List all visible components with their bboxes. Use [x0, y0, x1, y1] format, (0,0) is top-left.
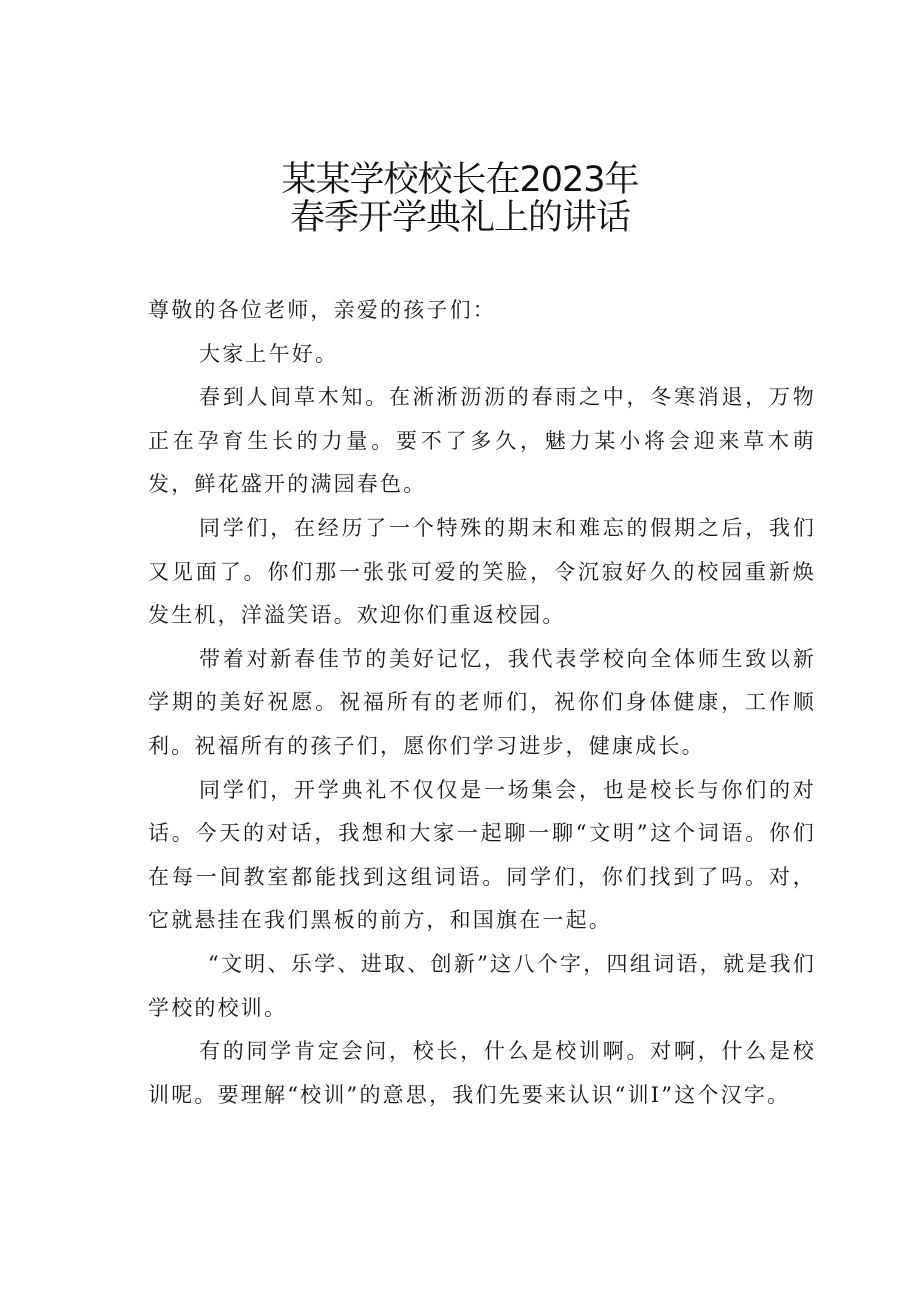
paragraph-welcome: 同学们，在经历了一个特殊的期末和难忘的假期之后，我们又见面了。你们那一张张可爱的笑脸，令沉寂好久的校园重新焕发生机，洋溢笑语。欢迎你们重返校园。 [148, 515, 816, 628]
paragraph-wishes: 带着对新春佳节的美好记忆，我代表学校向全体师生致以新学期的美好祝愿。祝福所有的老师们，祝你们身体健康，工作顺利。祝福所有的孩子们，愿你们学习进步，健康成长。 [148, 646, 816, 758]
paragraph-civilization: 同学们，开学典礼不仅仅是一场集会，也是校长与你们的对话。今天的对话，我想和大家一起聊一聊“文明”这个词语。你们在每一间教室都能找到这组词语。同学们，你们找到了吗。对，它就悬挂在我们黑板的前方，和国旗在一起。 [148, 777, 816, 933]
paragraph-motto: “文明、乐学、进取、创新”这八个字，四组词语，就是我们学校的校训。 [148, 951, 816, 1020]
paragraph-spring: 春到人间草木知。在淅淅沥沥的春雨之中，冬寒消退，万物正在孕育生长的力量。要不了多久，魅力某小将会迎来草木萌发，鲜花盛开的满园春色。 [148, 385, 816, 497]
salutation: 尊敬的各位老师，亲爱的孩子们： [148, 298, 496, 322]
document-title-line-2: 春季开学典礼上的讲话 [289, 198, 630, 238]
document-title-line-1: 某某学校校长在2023年 [281, 160, 639, 200]
paragraph-motto-meaning: 有的同学肯定会问，校长，什么是校训啊。对啊，什么是校训呢。要理解“校训”的意思，我们先要来认识“训I”这个汉字。 [148, 1039, 816, 1107]
paragraph-greeting: 大家上午好。 [199, 341, 339, 366]
speech-body [148, 289, 816, 1117]
